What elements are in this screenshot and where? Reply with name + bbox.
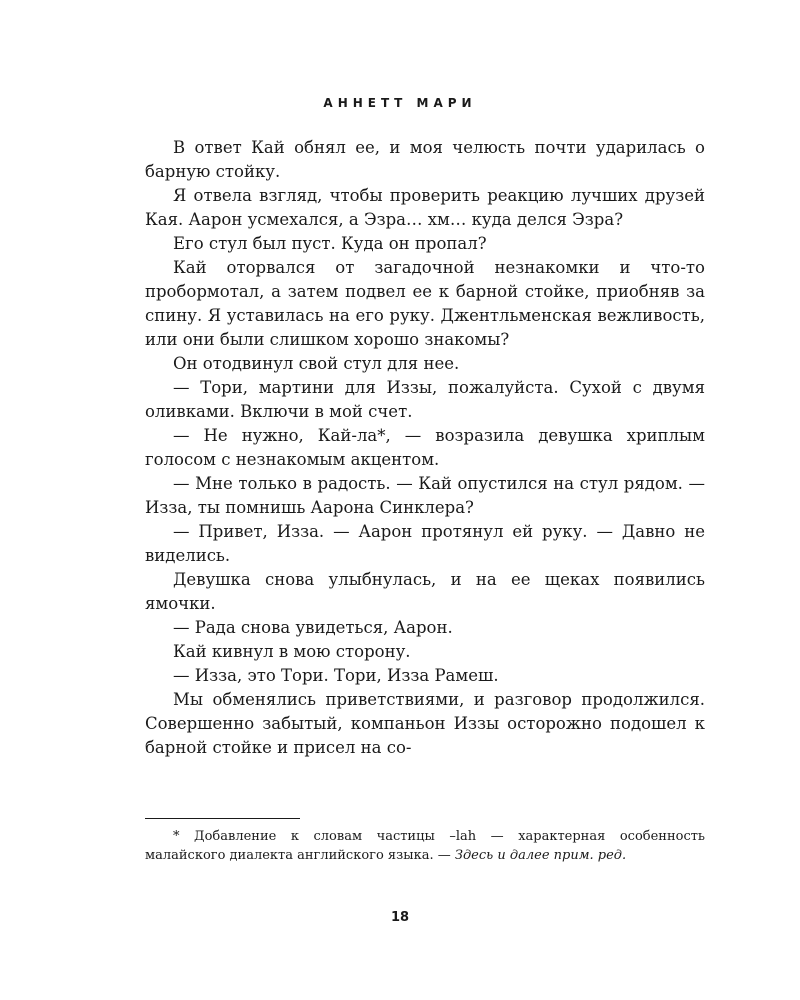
paragraph: Кай оторвался от загадочной незнакомки и что-то пробормотал, а затем подвел ее к барной стойке, приобняв за спину. Я уставилась на его руку. Джентльменская вежливость, или они были слишком хорошо знакомы? <box>145 258 705 349</box>
paragraph: Я отвела взгляд, чтобы проверить реакцию лучших друзей Кая. Аарон усмехался, а Эзра… хм… куда делся Эзра? <box>145 186 705 229</box>
paragraph: Мы обменялись приветствиями, и разговор продолжился. Совершенно забытый, компаньон Иззы осторожно подошел к барной стойке и присел на со- <box>145 690 705 757</box>
footnote-paragraph <box>145 827 705 865</box>
paragraph: — Не нужно, Кай-ла*, — возразила девушка хриплым голосом с незнакомым акцентом. <box>145 426 705 469</box>
footnote <box>145 827 705 865</box>
running-head: АННЕТТ МАРИ <box>323 96 477 110</box>
paragraph: — Привет, Изза. — Аарон протянул ей руку. — Давно не виделись. <box>145 522 705 565</box>
paragraph: Его стул был пуст. Куда он пропал? <box>173 234 487 253</box>
paragraph: — Мне только в радость. — Кай опустился на стул рядом. — Изза, ты помнишь Аарона Синклера? <box>145 474 705 517</box>
footnote-divider <box>145 818 300 819</box>
paragraph: — Тори, мартини для Иззы, пожалуйста. Сухой с двумя оливками. Включи в мой счет. <box>145 378 705 421</box>
body-text <box>145 136 705 760</box>
paragraph: — Рада снова увидеться, Аарон. <box>173 618 453 637</box>
paragraph: Кай кивнул в мою сторону. <box>173 642 411 661</box>
paragraph: Девушка снова улыбнулась, и на ее щеках появились ямочки. <box>145 570 705 613</box>
footnote-italic-note: Здесь и далее прим. ред. <box>454 848 627 863</box>
page-number: 18 <box>390 910 410 925</box>
paragraph: — Изза, это Тори. Тори, Изза Рамеш. <box>173 666 499 685</box>
paragraph: Он отодвинул свой стул для нее. <box>173 354 460 373</box>
paragraph: В ответ Кай обнял ее, и моя челюсть почти ударилась о барную стойку. <box>145 138 705 181</box>
footnote-text: * Добавление к словам частицы –lah — характерная особенность малайского диалекта английского языка. — <box>145 829 705 863</box>
